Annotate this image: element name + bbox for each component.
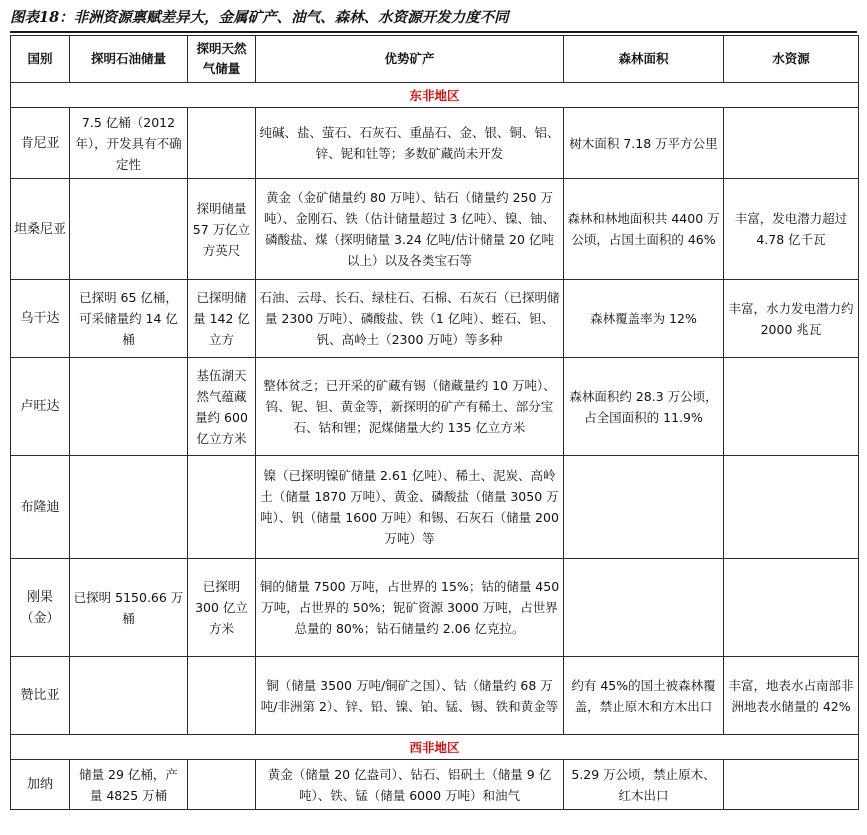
header-forest: 森林面积	[564, 36, 724, 83]
header-water: 水资源	[724, 36, 859, 83]
water-cell	[724, 456, 859, 559]
water-cell: 丰富，水力发电潜力约 2000 兆瓦	[724, 280, 859, 358]
country-cell: 赞比亚	[11, 657, 70, 735]
table-row	[11, 280, 859, 358]
forest-cell: 森林面积约 28.3 万公顷，占全国面积的 11.9%	[564, 358, 724, 456]
forest-cell: 森林和林地面积共 4400 万公顷，占国土面积的 46%	[564, 179, 724, 280]
oil-cell: 7.5 亿桶（2012 年），开发具有不确定性	[70, 108, 188, 179]
country-cell: 卢旺达	[11, 358, 70, 456]
header-gas: 探明天然气储量	[188, 36, 256, 83]
header-row	[11, 36, 859, 83]
oil-cell: 已探明 65 亿桶，可采储量约 14 亿桶	[70, 280, 188, 358]
country-cell: 肯尼亚	[11, 108, 70, 179]
region-label-west: 西非地区	[11, 735, 859, 760]
water-cell	[724, 108, 859, 179]
region-label-east: 东非地区	[11, 83, 859, 108]
table-row	[11, 559, 859, 657]
resource-table	[10, 35, 859, 810]
forest-cell	[564, 456, 724, 559]
gas-cell: 已探明 300 亿立方米	[188, 559, 256, 657]
table-row	[11, 657, 859, 735]
oil-cell	[70, 657, 188, 735]
minerals-cell: 黄金（储量 20 亿盎司）、钻石、铝矾土（储量 9 亿吨）、铁、锰（储量 6000 万吨）和油气	[256, 760, 564, 810]
header-country: 国别	[11, 36, 70, 83]
gas-cell	[188, 108, 256, 179]
header-oil: 探明石油储量	[70, 36, 188, 83]
minerals-cell: 铜的储量 7500 万吨，占世界的 15%；钴的储量 450 万吨，占世界的 50%；铌矿资源 3000 万吨，占世界总量的 80%；钻石储量约 2.06 亿克拉。	[256, 559, 564, 657]
oil-cell: 储量 29 亿桶，产量 4825 万桶	[70, 760, 188, 810]
table-row	[11, 456, 859, 559]
oil-cell	[70, 456, 188, 559]
caption-rule	[10, 31, 857, 33]
figure-caption: 图表18：非洲资源禀赋差异大，金属矿产、油气、森林、水资源开发力度不同	[10, 9, 509, 26]
country-cell: 加纳	[11, 760, 70, 810]
country-cell: 坦桑尼亚	[11, 179, 70, 280]
forest-cell: 树木面积 7.18 万平方公里	[564, 108, 724, 179]
oil-cell: 已探明 5150.66 万桶	[70, 559, 188, 657]
gas-cell: 已探明储量 142 亿立方	[188, 280, 256, 358]
forest-cell: 约有 45%的国土被森林覆盖，禁止原木和方木出口	[564, 657, 724, 735]
table-row	[11, 108, 859, 179]
oil-cell	[70, 179, 188, 280]
header-minerals: 优势矿产	[256, 36, 564, 83]
gas-cell: 基伍湖天然气蕴藏量约 600 亿立方米	[188, 358, 256, 456]
gas-cell	[188, 456, 256, 559]
country-cell: 乌干达	[11, 280, 70, 358]
minerals-cell: 纯碱、盐、萤石、石灰石、重晶石、金、银、铜、铝、锌、铌和钍等；多数矿藏尚未开发	[256, 108, 564, 179]
region-row-east	[11, 83, 859, 108]
minerals-cell: 整体贫乏；已开采的矿藏有锡（储藏量约 10 万吨）、钨、铌、钽、黄金等，新探明的矿产有稀土、部分宝石、钴和锂；泥煤储量大约 135 亿立方米	[256, 358, 564, 456]
region-row-west	[11, 735, 859, 760]
table-row	[11, 179, 859, 280]
table-row	[11, 760, 859, 810]
water-cell: 丰富，发电潜力超过 4.78 亿千瓦	[724, 179, 859, 280]
minerals-cell: 镍（已探明镍矿储量 2.61 亿吨）、稀土、泥炭、高岭土（储量 1870 万吨）、黄金、磷酸盐（储量 3050 万吨）、钒（储量 1600 万吨）和锡、石灰石（储量 200 万吨）等	[256, 456, 564, 559]
minerals-cell: 石油、云母、长石、绿柱石、石棉、石灰石（已探明储量 2300 万吨）、磷酸盐、铁（1 亿吨）、蛭石、钽、钒、高岭土（2300 万吨）等多种	[256, 280, 564, 358]
forest-cell	[564, 559, 724, 657]
water-cell	[724, 760, 859, 810]
country-cell: 刚果（金）	[11, 559, 70, 657]
country-cell: 布隆迪	[11, 456, 70, 559]
table-row	[11, 358, 859, 456]
oil-cell	[70, 358, 188, 456]
minerals-cell: 铜（储量 3500 万吨/铜矿之国）、钴（储量约 68 万吨/非洲第 2）、锌、铅、镍、铂、锰、锡、铁和黄金等	[256, 657, 564, 735]
minerals-cell: 黄金（金矿储量约 80 万吨）、钻石（储量约 250 万吨）、金刚石、铁（估计储量超过 3 亿吨）、镍、铀、磷酸盐、煤（探明储量 3.24 亿吨/估计储量 20 亿吨以上）以及各类宝石等	[256, 179, 564, 280]
gas-cell	[188, 657, 256, 735]
gas-cell	[188, 760, 256, 810]
gas-cell: 探明储量 57 万亿立方英尺	[188, 179, 256, 280]
water-cell	[724, 559, 859, 657]
water-cell: 丰富，地表水占南部非洲地表水储量的 42%	[724, 657, 859, 735]
water-cell	[724, 358, 859, 456]
forest-cell: 5.29 万公顷，禁止原木、红木出口	[564, 760, 724, 810]
forest-cell: 森林覆盖率为 12%	[564, 280, 724, 358]
